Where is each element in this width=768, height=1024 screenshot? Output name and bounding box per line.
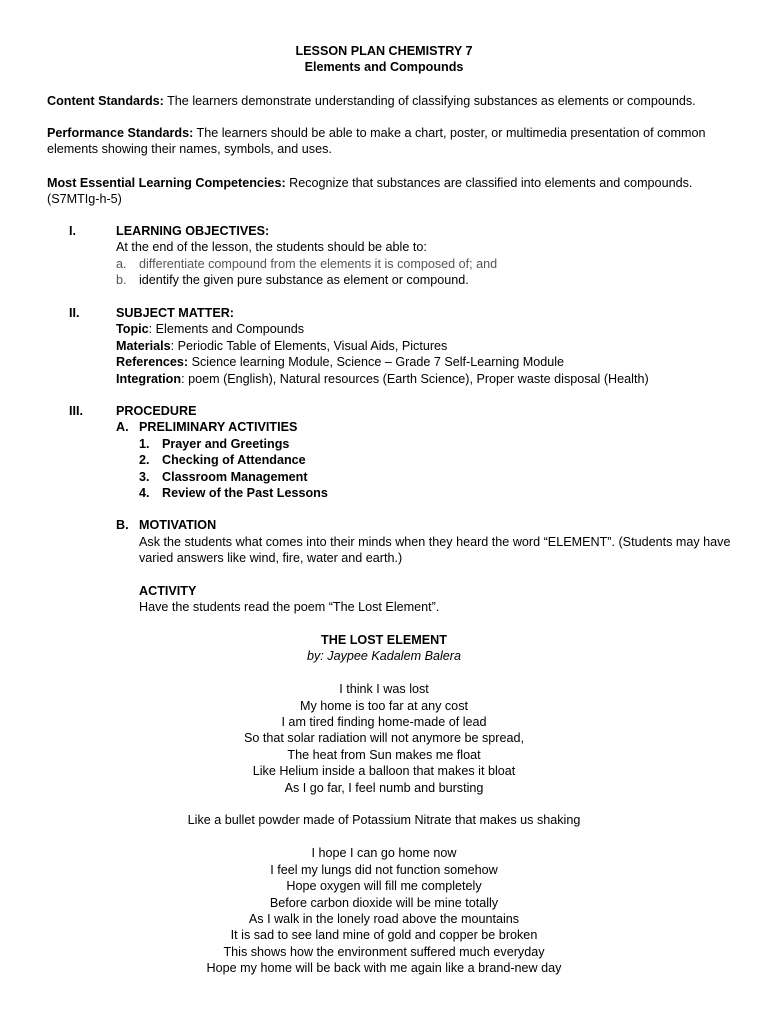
poem-title: THE LOST ELEMENT	[321, 633, 447, 647]
motivation-text: Ask the students what comes into their minds when they heard the word “ELEMENT”. (Students may have varied answers like wind, fire, water and earth.)	[139, 534, 731, 566]
performance-standards-label: Performance Standards:	[47, 126, 194, 140]
poem-line: I think I was lost	[339, 682, 429, 697]
list-item-text: identify the given pure substance as element or compound.	[139, 273, 469, 288]
integration-label: Integration	[116, 371, 182, 386]
poem-line: I am tired finding home-made of lead	[281, 715, 487, 730]
list-marker: b.	[116, 273, 127, 288]
section-body	[116, 403, 746, 615]
poem-author: by: Jaypee Kadalem Balera	[306, 649, 461, 664]
references-label: References:	[116, 355, 189, 370]
materials-label: Materials	[116, 338, 171, 353]
poem-line: Like a bullet powder made of Potassium Nitrate that makes us shaking	[187, 813, 581, 828]
list-item	[116, 256, 746, 272]
section-heading: SUBJECT MATTER:	[116, 306, 235, 320]
list-marker: 3.	[139, 469, 150, 484]
integration-line	[116, 371, 746, 387]
integration-text: : poem (English), Natural resources (Earth Science), Proper waste disposal (Health)	[181, 371, 649, 386]
subsection-marker: A.	[116, 420, 129, 435]
subsection-heading: PRELIMINARY ACTIVITIES	[139, 420, 298, 435]
list-item-text: Review of the Past Lessons	[162, 486, 328, 501]
poem-line: So that solar radiation will not anymore be spread,	[243, 731, 524, 746]
poem-line: As I go far, I feel numb and bursting	[284, 780, 484, 795]
preliminary-list	[139, 436, 746, 502]
list-marker: 2.	[139, 453, 150, 468]
materials-text: : Periodic Table of Elements, Visual Aids, Pictures	[170, 338, 448, 353]
poem-line: The heat from Sun makes me float	[287, 747, 481, 762]
poem-line: Like Helium inside a balloon that makes it bloat	[252, 764, 516, 779]
poem-line: This shows how the environment suffered much everyday	[223, 944, 545, 959]
subsection-preliminary	[116, 419, 746, 501]
content-standards-label: Content Standards:	[47, 94, 164, 108]
topic-label: Topic	[116, 322, 149, 337]
melc-text: Recognize that substances are classified into elements and compounds. (S7MTIg-h-5)	[47, 176, 693, 207]
list-item-text: Checking of Attendance	[162, 453, 306, 468]
list-marker: a.	[116, 256, 127, 271]
melc-label: Most Essential Learning Competencies:	[47, 176, 286, 190]
section-heading: LEARNING OBJECTIVES:	[116, 224, 270, 238]
document-title: LESSON PLAN CHEMISTRY 7	[295, 44, 473, 58]
activity-heading: ACTIVITY	[139, 583, 197, 598]
poem-line: I feel my lungs did not function somehow	[270, 862, 498, 877]
poem-line: Before carbon dioxide will be mine totally	[269, 895, 499, 910]
section-number: II.	[69, 306, 80, 320]
poem-line: I hope I can go home now	[311, 846, 457, 861]
poem-line: It is sad to see land mine of gold and copper be broken	[230, 928, 538, 943]
list-item	[139, 452, 746, 468]
subsection-marker: B.	[116, 518, 129, 533]
references-line	[116, 354, 746, 370]
list-item	[139, 469, 746, 485]
list-item-text: Classroom Management	[162, 469, 308, 484]
objectives-intro: At the end of the lesson, the students should be able to:	[116, 240, 427, 255]
objectives-list	[116, 256, 746, 289]
section-number: I.	[69, 224, 76, 238]
section-number: III.	[69, 404, 83, 418]
subsection-motivation	[116, 517, 746, 615]
poem-line: Hope oxygen will fill me completely	[286, 879, 482, 894]
performance-standards-text: The learners should be able to make a chart, poster, or multimedia presentation of common elements showing their names, symbols, and uses.	[47, 126, 706, 157]
materials-line	[116, 338, 746, 354]
section-heading: PROCEDURE	[116, 404, 197, 418]
poem-line: My home is too far at any cost	[300, 698, 468, 713]
list-item-text: differentiate compound from the elements it is composed of; and	[139, 256, 498, 271]
content-standards	[47, 93, 737, 109]
section-body	[116, 223, 746, 289]
list-item-text: Prayer and Greetings	[162, 436, 290, 451]
poem-line: As I walk in the lonely road above the mountains	[248, 911, 520, 926]
poem-line: Hope my home will be back with me again like a brand-new day	[206, 961, 562, 976]
topic-text: : Elements and Compounds	[148, 322, 305, 337]
list-marker: 1.	[139, 436, 150, 451]
title-block	[0, 43, 768, 76]
topic-line	[116, 321, 746, 337]
document-subtitle: Elements and Compounds	[304, 60, 464, 75]
content-standards-text: The learners demonstrate understanding of classifying substances as elements or compounds.	[163, 94, 696, 108]
performance-standards	[47, 125, 737, 158]
list-marker: 4.	[139, 486, 150, 501]
poem	[0, 632, 768, 977]
list-item	[139, 485, 746, 501]
section-body	[116, 305, 746, 387]
melc	[47, 175, 737, 208]
references-text: Science learning Module, Science – Grade 7 Self-Learning Module	[188, 355, 565, 370]
list-item	[116, 272, 746, 288]
subsection-heading: MOTIVATION	[139, 518, 217, 533]
activity-text: Have the students read the poem “The Lost Element”.	[139, 600, 440, 615]
list-item	[139, 436, 746, 452]
